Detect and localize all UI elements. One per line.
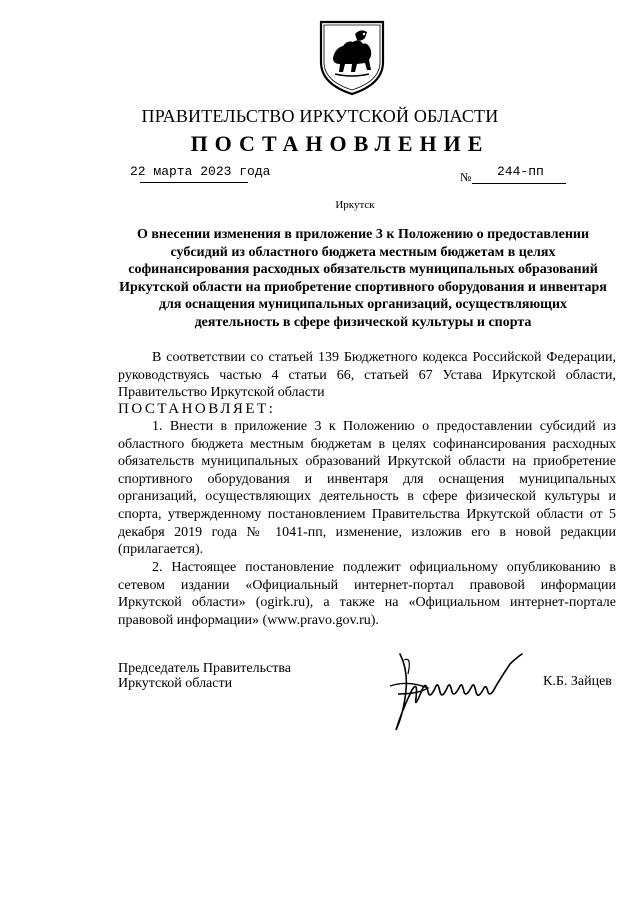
date-underline xyxy=(140,182,248,183)
basis-paragraph: В соответствии со статьей 139 Бюджетного кодекса Российской Федерации, руководствуясь частью 4 статьи 66, статьей 67 Устава Иркутской области, Правительство Иркутской области xyxy=(118,350,616,401)
paragraph-1: 1. Внести в приложение 3 к Положению о предоставлении субсидий из областного бюджета местным бюджетам в целях софинансирования расходных обязательств муниципальных образований Иркутской области на приобретение спортивного оборудования и инвентаря для оснащения муниципальных организаций, осуществляющих деятельность в сфере физической культуры и спорта, утвержденному постановлением Правительства Иркутской области от 5 декабря 2019 года № 1041-пп, изменение, изложив его в новой редакции (прилагается). xyxy=(118,419,616,558)
document-number: 244-пп xyxy=(497,164,544,179)
decree-heading: ПОСТАНОВЛЯЕТ: xyxy=(118,401,276,417)
number-sign: № xyxy=(460,170,472,184)
document-city: Иркутск xyxy=(335,199,375,211)
number-underline xyxy=(472,183,566,184)
signatory-position-line1: Председатель Правительства xyxy=(118,661,291,676)
signatory-position-line2: Иркутской области xyxy=(118,676,233,691)
document-date: 22 марта 2023 года xyxy=(130,164,271,179)
paragraph-2: 2. Настоящее постановление подлежит официальному опубликованию в сетевом издании «Официальный интернет-портал правовой информации Иркутской области» (ogirk.ru), а также на «Официальном интернет-портале правовой информации» (www.pravo.gov.ru). xyxy=(118,560,616,628)
handwritten-signature-icon xyxy=(378,650,528,740)
document-type: ПОСТАНОВЛЕНИЕ xyxy=(190,131,490,156)
document-title: О внесении изменения в приложение 3 к Положению о предоставлении субсидий из областного бюджета местным бюджетам в целях софинансирования расходных обязательств муниципальных образований Иркутской области на приобретение спортивного оборудования и инвентаря для оснащения муниципальных организаций, осуществляющих деятельность в сфере физической культуры и спорта xyxy=(119,227,607,330)
signatory-name: К.Б. Зайцев xyxy=(543,674,612,689)
signatory-position xyxy=(118,661,291,691)
government-name: ПРАВИТЕЛЬСТВО ИРКУТСКОЙ ОБЛАСТИ xyxy=(141,106,499,126)
coat-of-arms-icon xyxy=(317,18,387,96)
